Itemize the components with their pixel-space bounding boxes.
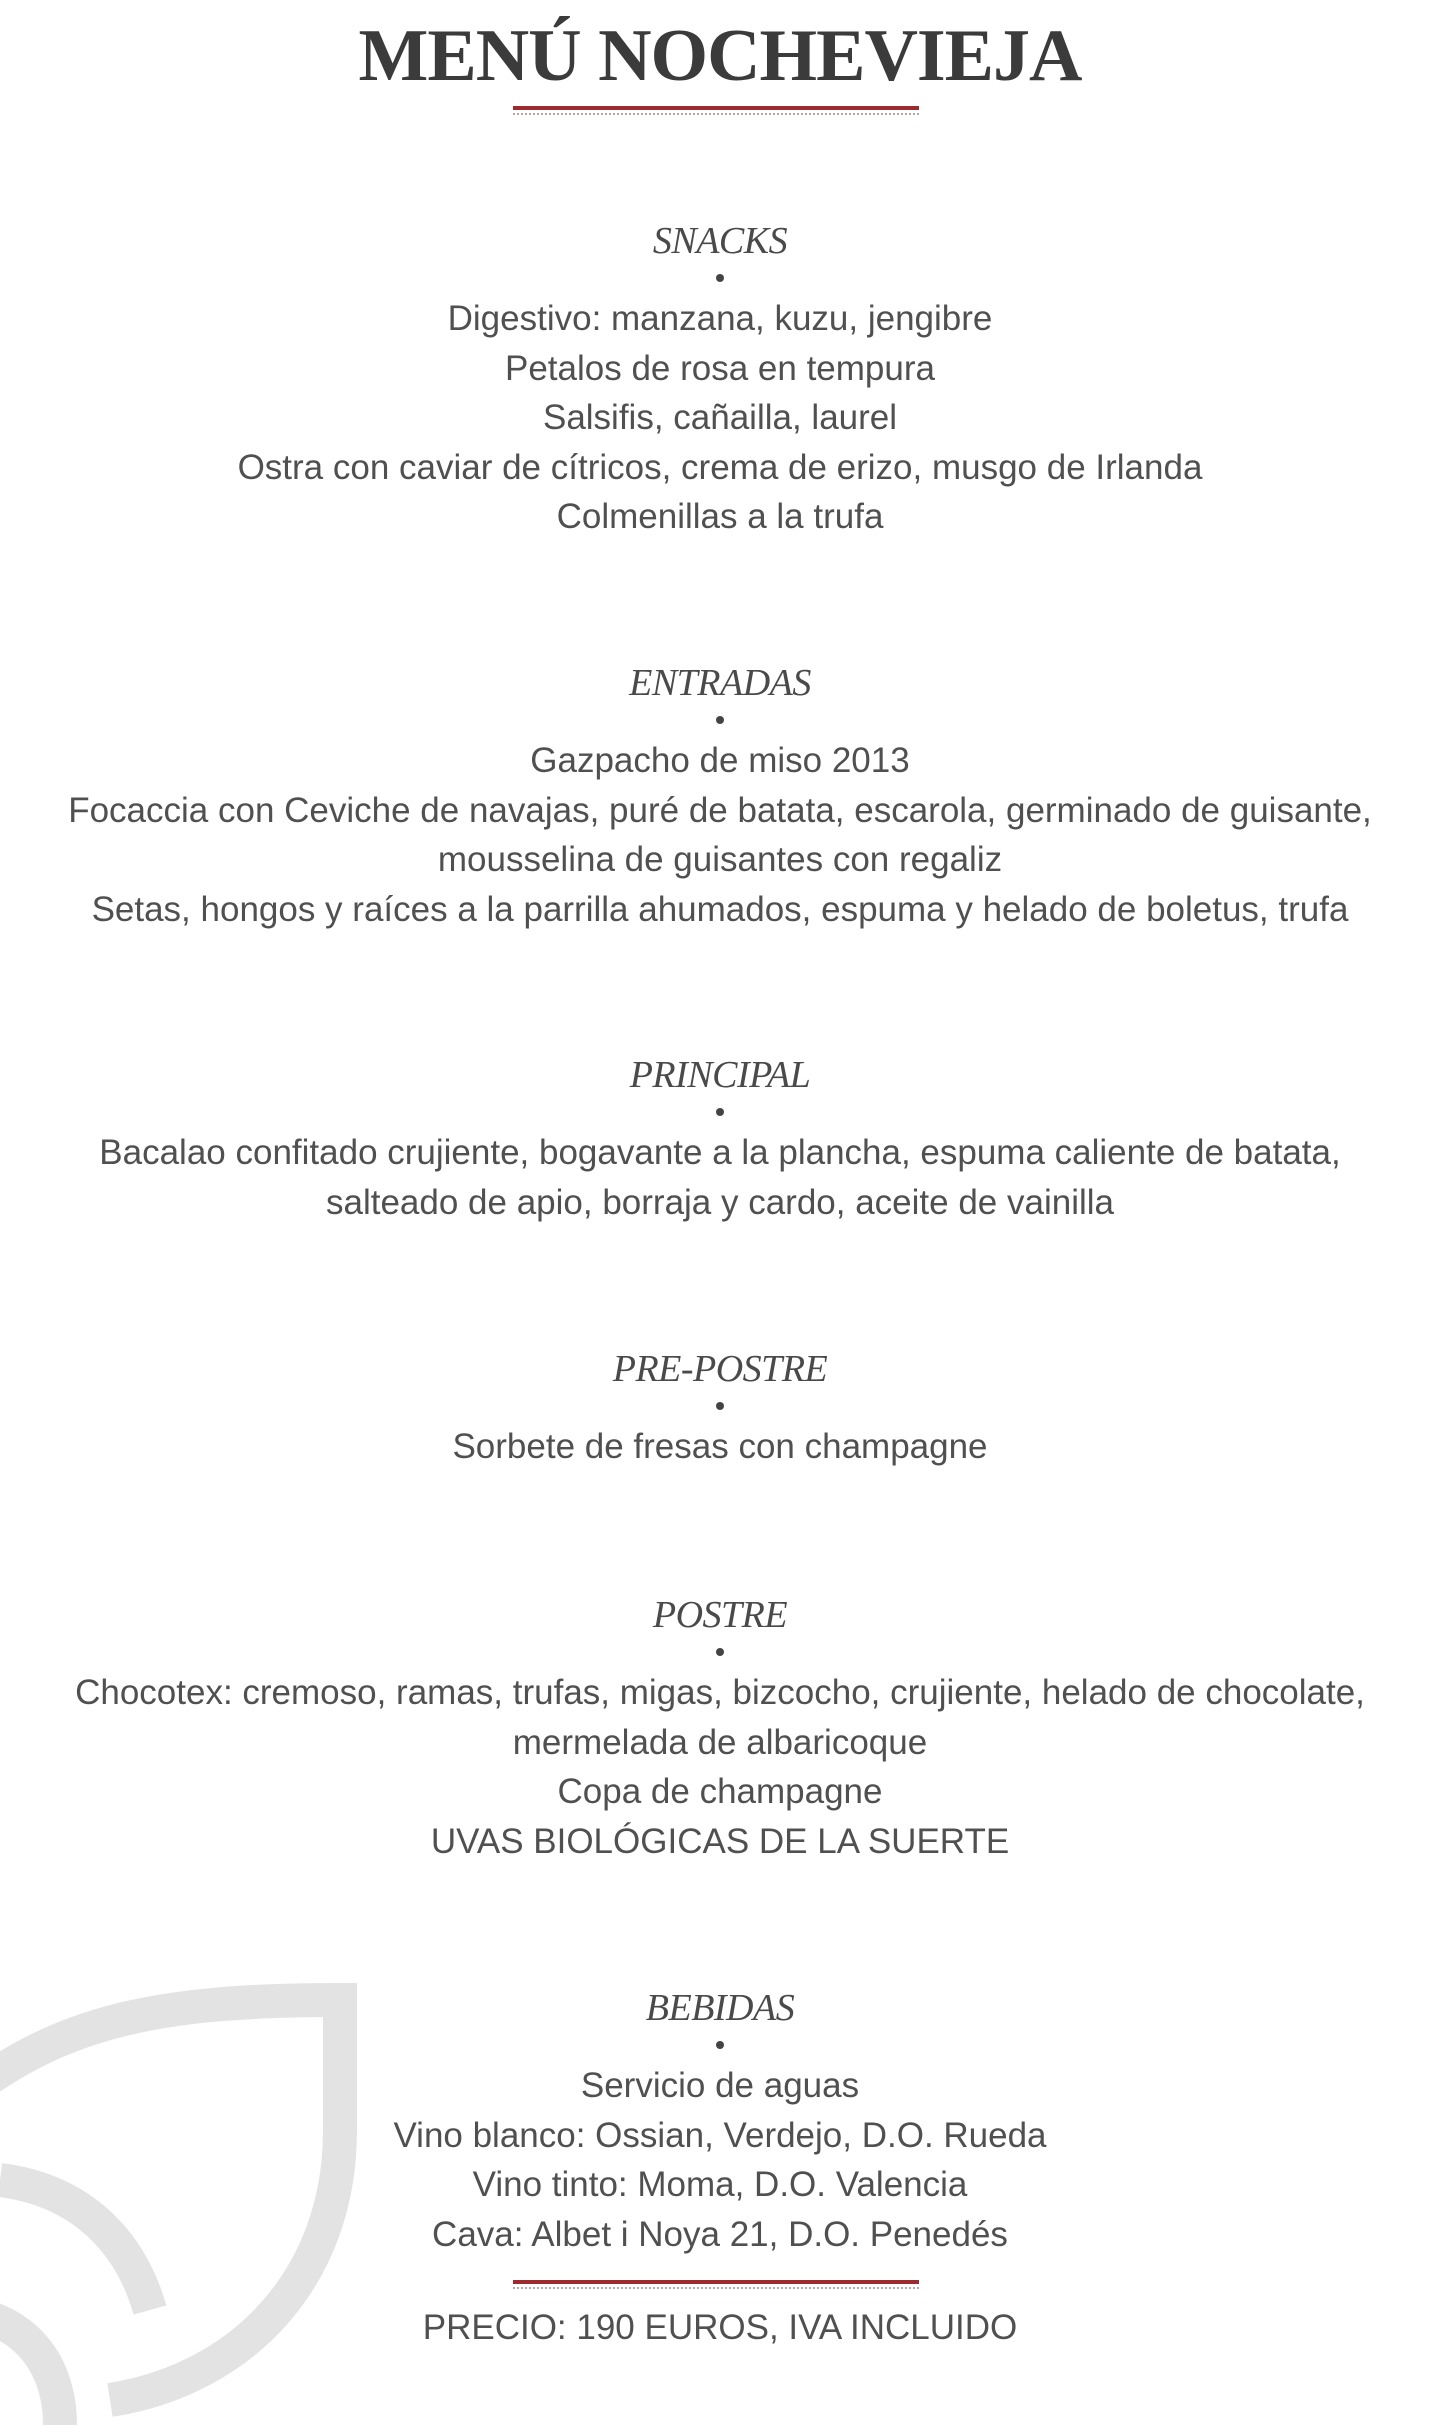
bullet-icon xyxy=(716,1108,724,1116)
menu-item: Chocotex: cremoso, ramas, trufas, migas, bizcocho, crujiente, helado de chocolate, xyxy=(75,1673,1365,1712)
section-bebidas xyxy=(0,1985,1440,2259)
menu-item: Gazpacho de miso 2013 xyxy=(530,741,910,780)
section-snacks xyxy=(0,218,1440,542)
section-title: PRINCIPAL xyxy=(629,1054,811,1096)
menu-item: Ostra con caviar de cítricos, crema de erizo, musgo de Irlanda xyxy=(237,447,1203,487)
menu-item: UVAS BIOLÓGICAS DE LA SUERTE xyxy=(430,1821,1010,1861)
section-title: PRE-POSTRE xyxy=(612,1348,828,1390)
menu-item: Bacalao confitado crujiente, bogavante a la plancha, espuma caliente de batata, xyxy=(99,1133,1341,1172)
bullet-icon xyxy=(716,716,724,724)
section-prepostre xyxy=(0,1346,1440,1472)
price-divider xyxy=(513,2280,919,2290)
bullet-icon xyxy=(716,1402,724,1410)
menu-item: Focaccia con Ceviche de navajas, puré de batata, escarola, germinado de guisante, xyxy=(68,790,1372,830)
section-principal xyxy=(0,1052,1440,1227)
menu-item: salteado de apio, borraja y cardo, aceite de vainilla xyxy=(326,1182,1114,1222)
bullet-icon xyxy=(716,2041,724,2049)
menu-item: Vino tinto: Moma, D.O. Valencia xyxy=(472,2165,968,2204)
menu-item: Salsifis, cañailla, laurel xyxy=(542,398,898,437)
title-divider xyxy=(513,106,919,116)
menu-item: Sorbete de fresas con champagne xyxy=(452,1427,988,1466)
menu-item: Colmenillas a la trufa xyxy=(556,497,884,536)
price-text: PRECIO: 190 EUROS, IVA INCLUIDO xyxy=(422,2308,1018,2347)
menu-item: mousselina de guisantes con regaliz xyxy=(437,840,1003,879)
section-title: SNACKS xyxy=(652,220,788,262)
section-title: POSTRE xyxy=(652,1594,788,1636)
menu-item: Copa de champagne xyxy=(557,1772,883,1811)
section-entradas xyxy=(0,660,1440,934)
section-title: ENTRADAS xyxy=(629,662,811,704)
section-postre xyxy=(0,1592,1440,1866)
menu-item: Vino blanco: Ossian, Verdejo, D.O. Rueda xyxy=(393,2115,1047,2155)
menu-item: Digestivo: manzana, kuzu, jengibre xyxy=(447,299,993,338)
menu-item: Servicio de aguas xyxy=(580,2066,860,2105)
menu-item: Petalos de rosa en tempura xyxy=(505,348,935,388)
bullet-icon xyxy=(716,1648,724,1656)
menu-item: mermelada de albaricoque xyxy=(512,1722,928,1762)
bullet-icon xyxy=(716,274,724,282)
menu-item: Setas, hongos y raíces a la parrilla ahumados, espuma y helado de boletus, trufa xyxy=(91,889,1349,929)
section-title: BEBIDAS xyxy=(645,1987,795,2029)
menu-item: Cava: Albet i Noya 21, D.O. Penedés xyxy=(432,2214,1008,2254)
page-title: MENÚ NOCHEVIEJA xyxy=(358,15,1082,97)
